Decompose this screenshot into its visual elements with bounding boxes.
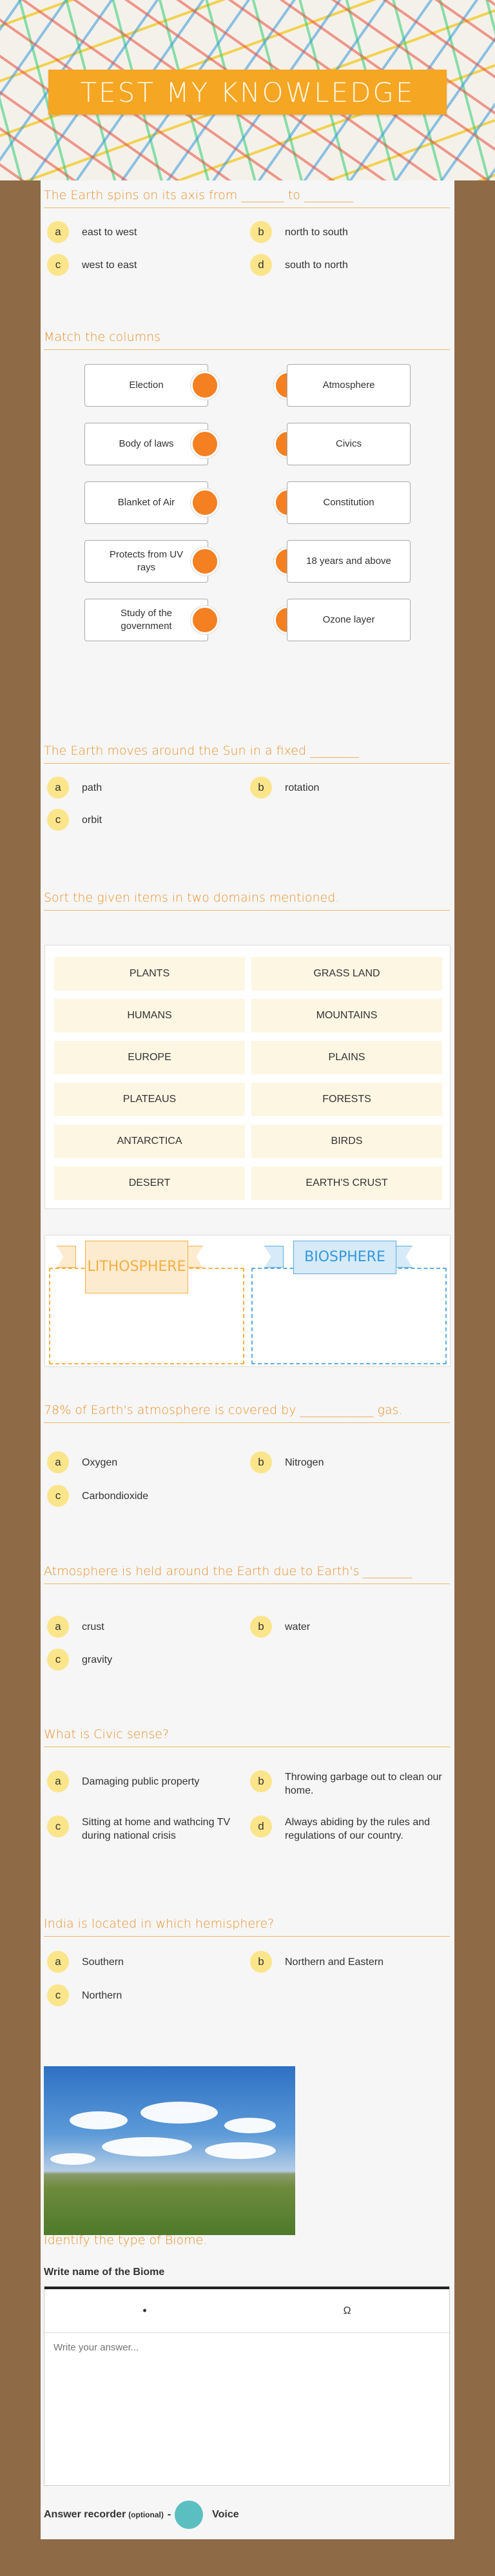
question-3-title: The Earth moves around the Sun in a fixed ________ <box>44 742 450 764</box>
match-connector-left-1[interactable] <box>191 371 219 400</box>
sort-item[interactable]: DESERT <box>54 1167 245 1200</box>
match-right-1[interactable]: Atmosphere <box>287 364 411 407</box>
q3-option-c[interactable] <box>47 809 102 831</box>
question-5-title: 78% of Earth's atmosphere is covered by ____________ gas. <box>44 1402 450 1423</box>
sort-item[interactable]: MOUNTAINS <box>251 999 442 1032</box>
biosphere-label: BIOSPHERE <box>293 1241 396 1274</box>
special-character-icon[interactable]: Ω <box>343 2305 351 2316</box>
match-right-2[interactable]: Civics <box>287 423 411 465</box>
sort-item[interactable]: HUMANS <box>54 999 245 1032</box>
option-letter-badge: a <box>47 1951 69 1973</box>
recorder-optional: (optional) <box>128 2510 164 2519</box>
q5-option-b[interactable] <box>250 1451 324 1473</box>
header-banner-area <box>0 0 495 180</box>
option-letter-badge: c <box>47 1485 69 1507</box>
match-right-5[interactable]: Ozone layer <box>287 599 411 641</box>
question-9-title: Identify the type of Biome. <box>44 2233 208 2247</box>
option-letter-badge: a <box>47 1770 69 1792</box>
sort-item[interactable]: PLANTS <box>54 957 245 991</box>
ribbon-tail <box>264 1246 284 1268</box>
option-letter-badge: b <box>250 1616 272 1638</box>
match-left-5[interactable]: Study of the government <box>84 599 208 641</box>
option-text: Damaging public property <box>82 1776 200 1787</box>
option-letter-badge: a <box>47 1616 69 1638</box>
option-letter-badge: c <box>47 254 69 276</box>
q3-option-a[interactable] <box>47 777 102 799</box>
q8-option-b[interactable] <box>250 1951 383 1973</box>
q5-option-c[interactable] <box>47 1485 148 1507</box>
q5-option-a[interactable] <box>47 1451 117 1473</box>
option-text: orbit <box>82 814 102 826</box>
q1-option-d[interactable] <box>250 254 348 276</box>
option-text: gravity <box>82 1654 113 1665</box>
ribbon-tail <box>57 1246 76 1268</box>
answer-input[interactable] <box>44 2333 449 2481</box>
q3-option-b[interactable] <box>250 777 319 799</box>
sort-item[interactable]: EARTH'S CRUST <box>251 1167 442 1200</box>
option-text: Carbondioxide <box>82 1490 149 1502</box>
q1-option-b[interactable] <box>250 221 348 243</box>
biome-photo <box>44 2066 295 2235</box>
sort-item[interactable]: BIRDS <box>251 1125 442 1158</box>
sort-items-panel <box>44 945 451 1209</box>
option-text: water <box>285 1621 311 1632</box>
option-letter-badge: d <box>250 254 272 276</box>
option-letter-badge: b <box>250 1451 272 1473</box>
match-connector-left-3[interactable] <box>191 489 219 517</box>
match-right-3[interactable]: Constitution <box>287 481 411 524</box>
answer-label: Write name of the Biome <box>44 2267 165 2278</box>
match-right-4[interactable]: 18 years and above <box>287 540 411 583</box>
sort-item[interactable]: GRASS LAND <box>251 957 442 991</box>
q8-option-a[interactable] <box>47 1951 124 1973</box>
record-button[interactable] <box>175 2501 203 2529</box>
sort-drop-panel <box>44 1235 451 1367</box>
biosphere-drop-zone[interactable] <box>251 1268 447 1364</box>
q7-option-d[interactable] <box>250 1816 443 1843</box>
option-letter-badge: c <box>47 1649 69 1671</box>
option-text: Sitting at home and wathcing TV during national crisis <box>82 1817 231 1841</box>
recorder-dash: - <box>167 2509 171 2520</box>
question-4-title: Sort the given items in two domains mentioned. <box>44 889 450 911</box>
option-text: Throwing garbage out to clean our home. <box>285 1772 442 1796</box>
voice-label: Voice <box>212 2509 239 2520</box>
option-letter-badge: b <box>250 777 272 799</box>
match-left-4[interactable]: Protects from UV rays <box>84 540 208 583</box>
sort-item[interactable]: PLAINS <box>251 1041 442 1074</box>
option-letter-badge: c <box>47 809 69 831</box>
option-text: rotation <box>285 782 320 793</box>
option-letter-badge: d <box>250 1816 272 1837</box>
option-letter-badge: b <box>250 1770 272 1792</box>
match-connector-left-2[interactable] <box>191 430 219 458</box>
editor-toolbar <box>44 2287 449 2333</box>
option-letter-badge: b <box>250 221 272 243</box>
match-left-3[interactable]: Blanket of Air <box>84 481 208 524</box>
option-letter-badge: a <box>47 221 69 243</box>
answer-editor <box>44 2286 450 2486</box>
option-letter-badge: a <box>47 777 69 799</box>
question-2-title: Match the columns <box>44 329 450 350</box>
option-text: south to north <box>285 259 348 271</box>
page-title: TEST MY KNOWLEDGE <box>80 76 415 108</box>
question-7-title: What is Civic sense? <box>44 1726 450 1747</box>
option-letter-badge: c <box>47 1816 69 1837</box>
q1-option-c[interactable] <box>47 254 137 276</box>
q8-option-c[interactable] <box>47 1984 122 2006</box>
sort-item[interactable]: PLATEAUS <box>54 1083 245 1116</box>
bullet-list-icon[interactable]: • <box>142 2304 147 2317</box>
match-left-2[interactable]: Body of laws <box>84 423 208 465</box>
title-banner <box>48 70 447 115</box>
q6-option-c[interactable] <box>47 1649 112 1671</box>
sort-item[interactable]: FORESTS <box>251 1083 442 1116</box>
option-text: Northern and Eastern <box>285 1956 383 1968</box>
match-connector-left-4[interactable] <box>191 547 219 576</box>
lithosphere-label: LITHOSPHERE <box>85 1241 188 1293</box>
q6-option-a[interactable] <box>47 1616 104 1638</box>
sort-item[interactable]: ANTARCTICA <box>54 1125 245 1158</box>
option-text: Northern <box>82 1990 122 2001</box>
q7-option-b[interactable] <box>250 1770 443 1797</box>
option-text: Southern <box>82 1956 124 1968</box>
question-1-title: The Earth spins on its axis from _______ to ________ <box>44 187 450 208</box>
option-letter-badge: a <box>47 1451 69 1473</box>
answer-recorder <box>44 2501 239 2529</box>
worksheet <box>41 180 454 2539</box>
option-letter-badge: b <box>250 1951 272 1973</box>
match-connector-left-5[interactable] <box>191 606 219 634</box>
q7-option-a[interactable] <box>47 1770 234 1792</box>
option-text: north to south <box>285 226 348 238</box>
option-text: Always abiding by the rules and regulations of our country. <box>285 1817 431 1841</box>
q1-option-a[interactable] <box>47 221 137 243</box>
option-text: Oxygen <box>82 1457 118 1468</box>
sort-item[interactable]: EUROPE <box>54 1041 245 1074</box>
q7-option-c[interactable] <box>47 1816 240 1843</box>
q6-option-b[interactable] <box>250 1616 310 1638</box>
option-text: Nitrogen <box>285 1457 324 1468</box>
question-6-title: Atmosphere is held around the Earth due to Earth's ________ <box>44 1563 450 1584</box>
option-text: path <box>82 782 102 793</box>
option-text: east to west <box>82 226 137 238</box>
match-left-1[interactable]: Election <box>84 364 208 407</box>
option-text: crust <box>82 1621 104 1632</box>
option-letter-badge: c <box>47 1984 69 2006</box>
question-8-title: India is located in which hemisphere? <box>44 1915 450 1937</box>
recorder-label: Answer recorder <box>44 2509 126 2520</box>
option-text: west to east <box>82 259 137 271</box>
